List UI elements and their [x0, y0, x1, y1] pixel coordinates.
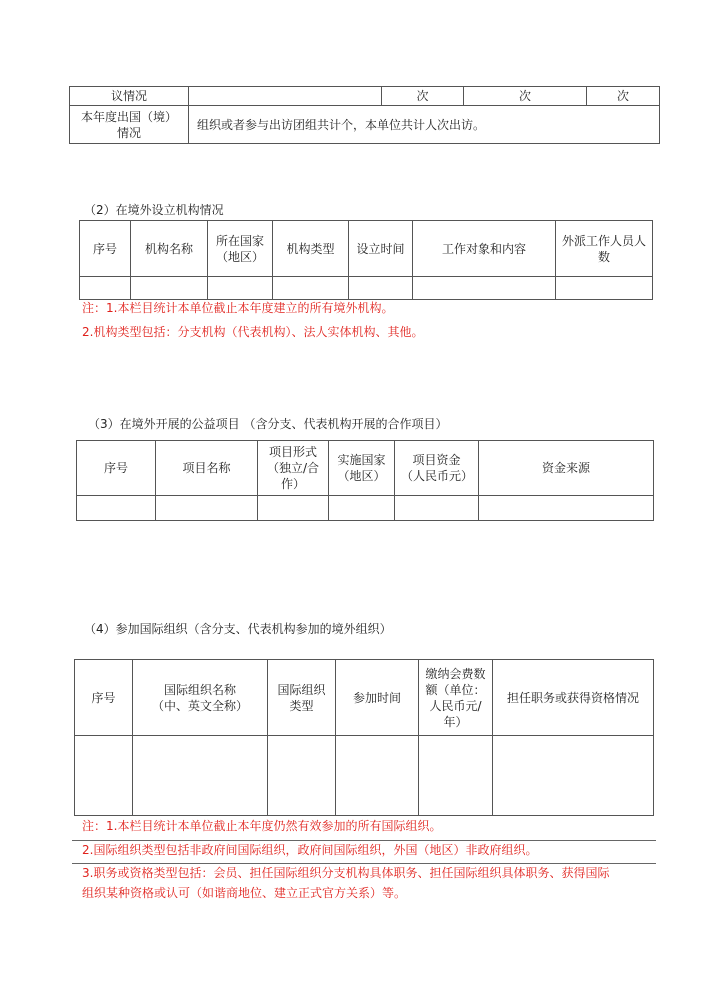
header-project-name: 项目名称: [156, 441, 258, 496]
header-index: 序号: [80, 221, 131, 277]
table-cell[interactable]: [208, 277, 273, 300]
table-cell[interactable]: [156, 496, 258, 521]
meeting-count-cell: 次: [382, 87, 464, 106]
outbound-label-line2: 情况: [116, 125, 141, 140]
table-cell[interactable]: [336, 736, 419, 816]
meeting-label: 议情况: [70, 87, 189, 106]
section-2-note-2: 2.机构类型包括：分支机构（代表机构）、法人实体机构、其他。: [82, 325, 424, 339]
header-institution-name: 机构名称: [131, 221, 208, 277]
header-position-held: 担任职务或获得资格情况: [493, 660, 654, 736]
outbound-label-line1: 本年度出国（境）: [80, 109, 177, 124]
section-2-note-1: 注：1.本栏目统计本单位截止本年度建立的所有境外机构。: [82, 301, 394, 315]
header-project-funds: 项目资金（人民币元）: [395, 441, 479, 496]
table-cell[interactable]: [419, 736, 493, 816]
section-4-note-3: 3.职务或资格类型包括：会员、担任国际组织分支机构具体职务、担任国际组织具体职务、获得国际: [82, 866, 610, 880]
header-index: 序号: [75, 660, 133, 736]
outbound-label: [70, 106, 189, 144]
outbound-text: 组织或者参与出访团组共计个，本单位共计人次出访。: [189, 106, 660, 144]
meeting-count-cell: 次: [587, 87, 660, 106]
section-3-title: （3）在境外开展的公益项目 （含分支、代表机构开展的合作项目）: [88, 417, 448, 431]
table-cell[interactable]: [80, 277, 131, 300]
header-join-time: 参加时间: [336, 660, 419, 736]
header-established-time: 设立时间: [349, 221, 413, 277]
table-cell[interactable]: [133, 736, 268, 816]
header-country: 所在国家（地区）: [208, 221, 273, 277]
table-cell[interactable]: [479, 496, 654, 521]
section-4-note-2: 2.国际组织类型包括非政府间国际组织，政府间国际组织，外国（地区）非政府组织。: [82, 843, 538, 857]
public-welfare-projects-table: [76, 440, 654, 521]
section-2-title: （2）在境外设立机构情况: [84, 203, 224, 217]
header-institution-type: 机构类型: [273, 221, 349, 277]
header-funding-source: 资金来源: [479, 441, 654, 496]
header-work-content: 工作对象和内容: [413, 221, 556, 277]
table-cell[interactable]: [349, 277, 413, 300]
table-row: [80, 277, 653, 300]
table-cell[interactable]: [268, 736, 336, 816]
section-4-title: （4）参加国际组织（含分支、代表机构参加的境外组织）: [84, 622, 392, 636]
header-implementation-country: 实施国家（地区）: [329, 441, 395, 496]
meeting-cell: [189, 87, 382, 106]
table-cell[interactable]: [273, 277, 349, 300]
section-4-note-1: 注：1.本栏目统计本单位截止本年度仍然有效参加的所有国际组织。: [82, 819, 442, 833]
table-row: [75, 736, 654, 816]
table-cell[interactable]: [556, 277, 653, 300]
table-cell[interactable]: [493, 736, 654, 816]
table-row: [77, 496, 654, 521]
table-cell[interactable]: [395, 496, 479, 521]
header-membership-fee: 缴纳会费数额（单位：人民币元/年）: [419, 660, 493, 736]
table-cell[interactable]: [75, 736, 133, 816]
visit-summary-table: [69, 86, 660, 144]
meeting-count-cell: 次: [464, 87, 587, 106]
overseas-institutions-table: [79, 220, 653, 300]
header-index: 序号: [77, 441, 156, 496]
header-project-form: 项目形式（独立/合作）: [258, 441, 329, 496]
international-organizations-table: [74, 659, 654, 816]
header-organization-name: 国际组织名称（中、英文全称）: [133, 660, 268, 736]
table-cell[interactable]: [413, 277, 556, 300]
section-4-note-4: 组织某种资格或认可（如谐商地位、建立正式官方关系）等。: [82, 886, 407, 900]
table-cell[interactable]: [131, 277, 208, 300]
header-organization-type: 国际组织类型: [268, 660, 336, 736]
table-cell[interactable]: [77, 496, 156, 521]
table-cell[interactable]: [258, 496, 329, 521]
header-staff-count: 外派工作人员人数: [556, 221, 653, 277]
table-cell[interactable]: [329, 496, 395, 521]
